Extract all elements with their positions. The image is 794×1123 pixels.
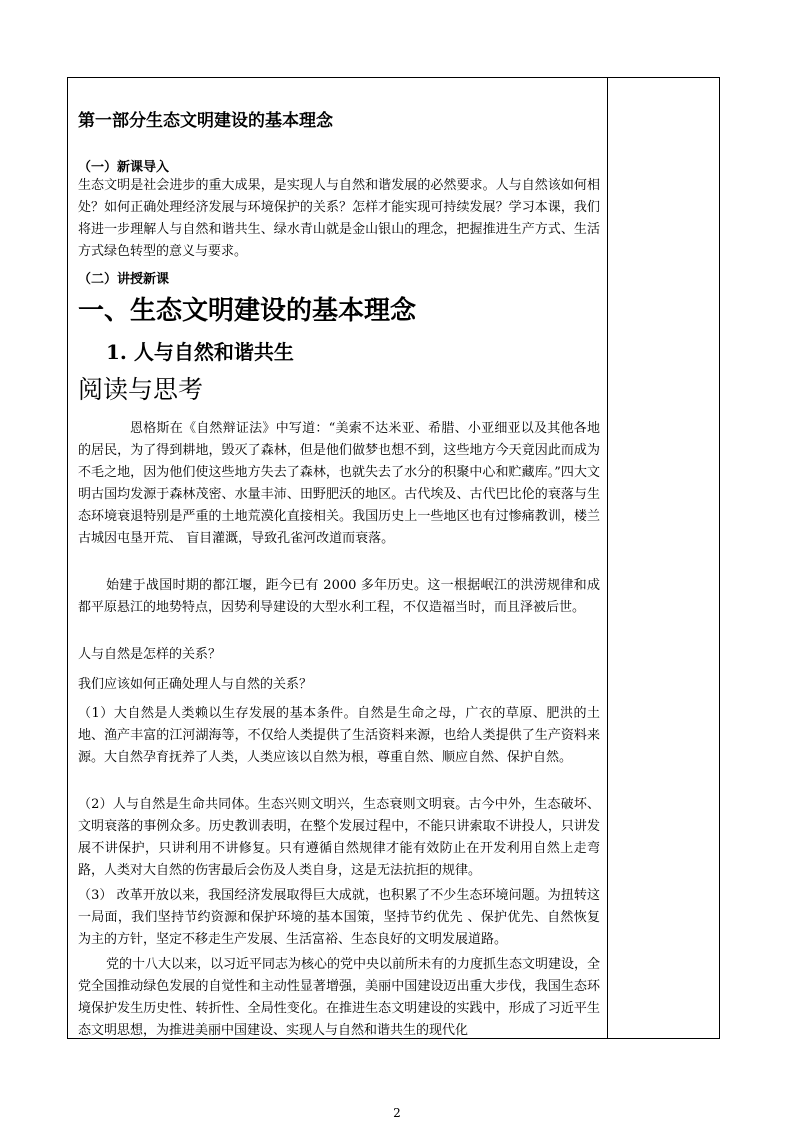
main-content-cell: [76, 78, 600, 1038]
intro-paragraph: 生态文明是社会进步的重大成果，是实现人与自然和谐发展的必然要求。人与自然该如何相处？如何正确处理经济发展与环境保护的关系？怎样才能实现可持续发展？学习本课，我们将进一步理解人与自然和谐共生、绿水青山就是金山银山的理念，把握推进生产方式、生活方式绿色转型的意义与要求。: [78, 178, 600, 259]
reading-title: 阅读与思考: [78, 375, 204, 404]
point-2: （2）人与自然是生命共同体。生态兴则文明兴，生态衰则文明衰。古今中外，生态破坏、文明衰落的事例众多。历史教训表明，在整个发展过程中，不能只讲索取不讲投人，只讲发展不讲保护，只讲利用不讲修复。只有遵循自然规律才能有效防止在开发利用自然上走弯路，人类对大自然的伤害最后会伤及人类自身，这是无法抗拒的规律。: [78, 797, 600, 878]
point-4: 党的十八大以来，以习近平同志为核心的党中央以前所未有的力度抓生态文明建设，全党全国推动绿色发展的自觉性和主动性显著增强，美丽中国建设迈出重大步伐，我国生态环境保护发生历史性、转折性、全局性变化。在推进生态文明建设的实践中，形成了习近平生态文明思想，为推进美丽中国建设、实现人与自然和谐共生的现代化: [78, 957, 600, 1038]
subsection-title: 1. 人与自然和谐共生: [106, 340, 294, 364]
question-1: 人与自然是怎样的关系？: [78, 647, 222, 662]
teach-heading: （二）讲授新课: [78, 272, 170, 287]
point-3: （3） 改革开放以来，我国经济发展取得巨大成就，也积累了不少生态环境问题。为扭转这一局面，我们坚持节约资源和保护环境的基本国策，坚持节约优先 、保护优先、自然恢复为主的方针，坚定不移走生产发展、生活富裕、生态良好的文明发展道路。: [78, 888, 600, 947]
intro-heading: （一）新课导入: [78, 160, 170, 175]
part-title: 第一部分生态文明建设的基本理念: [78, 111, 333, 131]
question-2: 我们应该如何正确处理人与自然的关系？: [78, 677, 313, 692]
point-1: （1）大自然是人类赖以生存发展的基本条件。自然是生命之母，广衣的草原、肥洪的土地、渔产丰富的江河湖海等，不仅给人类提供了生活资料来源，也给人类提供了生产资料来源。大自然孕育抚养了人类，人类应该以自然为根，尊重自然、顺应自然、保护自然。: [78, 706, 600, 765]
page-number: 2: [393, 1106, 401, 1120]
reading-paragraph-2: 始建于战国时期的都江堰，距今已有 2000 多年历史。这一根据岷江的洪涝规律和成都平原悬江的地势特点，因势利导建设的大型水利工程，不仅造福当时，而且泽被后世。: [78, 578, 600, 615]
section-title: 一、生态文明建设的基本理念: [78, 296, 417, 326]
column-divider: [607, 78, 608, 1038]
lesson-table: [67, 77, 720, 1039]
reading-paragraph-1: 恩格斯在《自然辩证法》中写道：“美索不达米亚、希腊、小亚细亚以及其他各地的居民，为了得到耕地，毁灭了森林，但是他们做梦也想不到，这些地方今天竟因此而成为不毛之地，因为他们使这些地方失去了森林，也就失去了水分的积聚中心和贮藏库。”四大文明古国均发源于森林茂密、水量丰沛、田野肥沃的地区。古代埃及、古代巴比伦的衰落与生态环境衰退特别是严重的土地荒漠化直接相关。我国历史上一些地区也有过惨痛教训，楼兰古城因屯垦开荒、 盲目灌溉，导致孔雀河改道而衰落。: [78, 421, 600, 546]
